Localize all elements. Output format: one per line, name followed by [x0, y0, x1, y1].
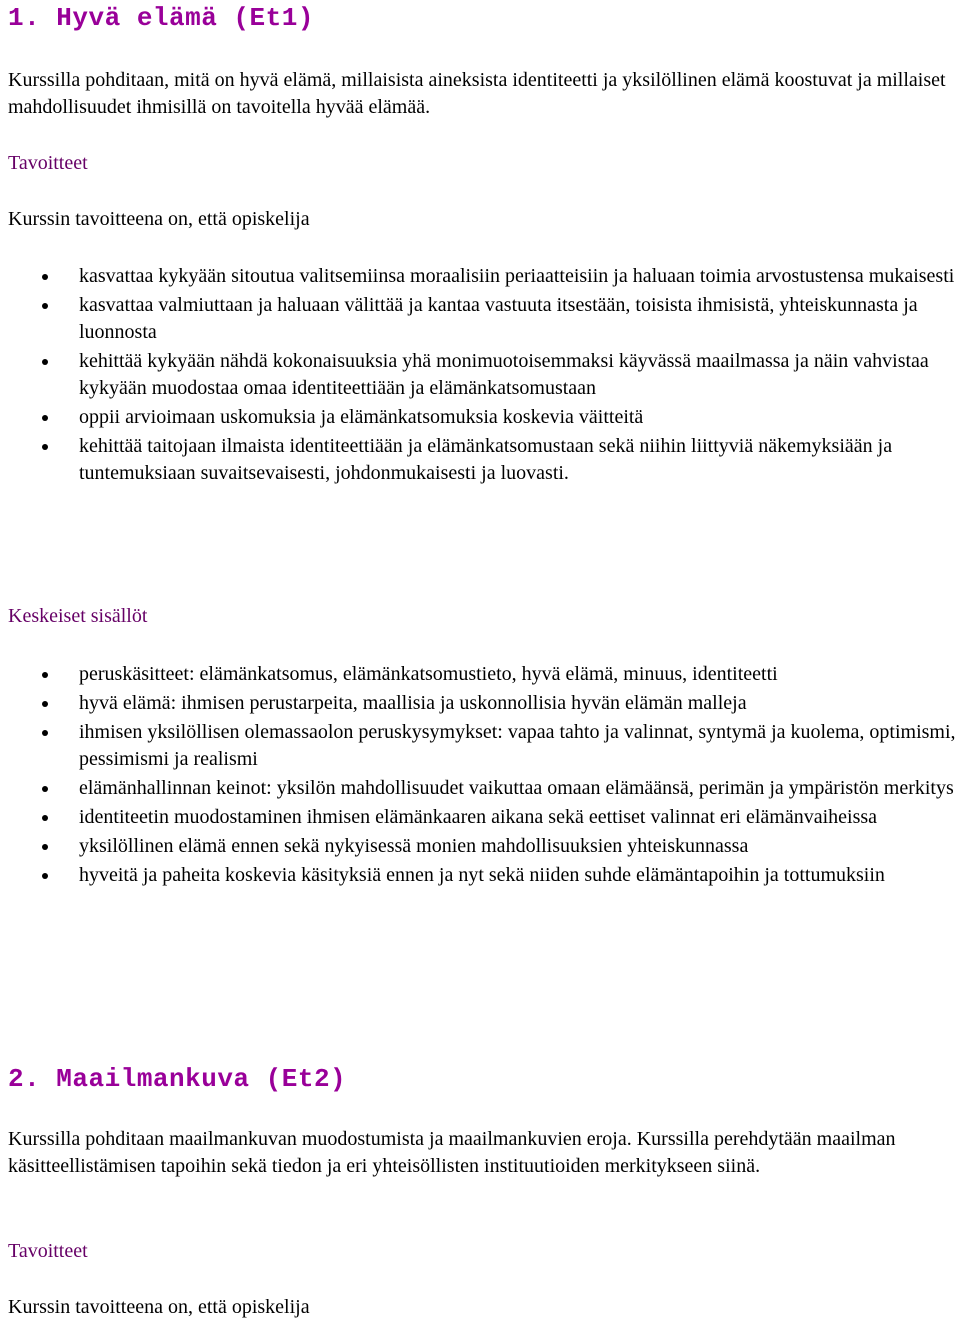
list-item	[0, 661, 960, 688]
list-item-text: kasvattaa kykyään sitoutua valitsemiinsa moraalisiin periaatteisiin ja haluaan toimia arvostustensa mukaisesti	[79, 265, 955, 287]
list-item-text: kasvattaa valmiuttaan ja haluaan välittää ja kantaa vastuuta itsestään, toisista ihmisistä, yhteiskunnasta ja luonnosta	[79, 294, 918, 343]
list-item-text: hyvä elämä: ihmisen perustarpeita, maallisia ja uskonnollisia hyvän elämän malleja	[79, 692, 747, 714]
section2-description: Kurssilla pohditaan maailmankuvan muodostumista ja maailmankuvien eroja. Kurssilla perehdytään maailman käsitteellistämisen tapoihin sekä tiedon ja eri yhteisöllisten instituutioiden merkitykseen siinä.	[8, 1128, 896, 1177]
list-item	[0, 804, 960, 831]
section1-heading: 1. Hyvä elämä (Et1)	[8, 3, 314, 33]
list-item	[0, 775, 960, 802]
list-item-text: kehittää kykyään nähdä kokonaisuuksia yhä monimuotoisemmaksi käyvässä maailmassa ja näin vahvistaa kykyään muodostaa omaa identiteettiään ja elämänkatsomustaan	[79, 350, 929, 399]
list-item	[0, 263, 960, 290]
bullet-icon	[42, 444, 48, 450]
list-item	[0, 348, 960, 402]
bullet-icon	[42, 844, 48, 850]
bullet-icon	[42, 672, 48, 678]
list-item-text: elämänhallinnan keinot: yksilön mahdollisuudet vaikuttaa omaan elämäänsä, perimän ja ympäristön merkitys	[79, 777, 954, 799]
section1-goals-list	[0, 263, 960, 489]
bullet-icon	[42, 786, 48, 792]
bullet-icon	[42, 873, 48, 879]
section2-goals-title: Tavoitteet	[8, 1240, 88, 1262]
list-item-text: yksilöllinen elämä ennen sekä nykyisessä monien mahdollisuuksien yhteiskunnassa	[79, 835, 749, 857]
list-item	[0, 690, 960, 717]
bullet-icon	[42, 815, 48, 821]
list-item-text: ihmisen yksilöllisen olemassaolon peruskysymykset: vapaa tahto ja valinnat, syntymä ja kuolema, optimismi, pessimismi ja realismi	[79, 721, 956, 770]
list-item	[0, 719, 960, 773]
section1-description: Kurssilla pohditaan, mitä on hyvä elämä, millaisista aineksista identiteetti ja yksilöllinen elämä koostuvat ja millaiset mahdollisuudet ihmisillä on tavoitella hyvää elämää.	[8, 69, 946, 118]
bullet-icon	[42, 701, 48, 707]
list-item-text: peruskäsitteet: elämänkatsomus, elämänkatsomustieto, hyvä elämä, minuus, identiteetti	[79, 663, 778, 685]
list-item-text: kehittää taitojaan ilmaista identiteettiään ja elämänkatsomustaan sekä niihin liittyviä näkemyksiään ja tuntemuksiaan suvaitsevaisesti, johdonmukaisesti ja luovasti.	[79, 435, 893, 484]
section2-goals-intro: Kurssin tavoitteena on, että opiskelija	[8, 1296, 310, 1318]
bullet-icon	[42, 274, 48, 280]
list-item	[0, 833, 960, 860]
section1-goals-title: Tavoitteet	[8, 152, 88, 174]
section1-contents-title: Keskeiset sisällöt	[8, 605, 148, 627]
bullet-icon	[42, 359, 48, 365]
list-item	[0, 433, 960, 487]
bullet-icon	[42, 730, 48, 736]
list-item	[0, 292, 960, 346]
list-item	[0, 404, 960, 431]
section1-goals-intro: Kurssin tavoitteena on, että opiskelija	[8, 208, 310, 230]
list-item-text: oppii arvioimaan uskomuksia ja elämänkatsomuksia koskevia väitteitä	[79, 406, 644, 428]
list-item-text: identiteetin muodostaminen ihmisen elämänkaaren aikana sekä eettiset valinnat eri elämänvaiheissa	[79, 806, 878, 828]
section2-heading: 2. Maailmankuva (Et2)	[8, 1064, 347, 1094]
section1-contents-list	[0, 661, 960, 891]
bullet-icon	[42, 303, 48, 309]
list-item	[0, 862, 960, 889]
list-item-text: hyveitä ja paheita koskevia käsityksiä ennen ja nyt sekä niiden suhde elämäntapoihin ja tottumuksiin	[79, 864, 885, 886]
bullet-icon	[42, 415, 48, 421]
